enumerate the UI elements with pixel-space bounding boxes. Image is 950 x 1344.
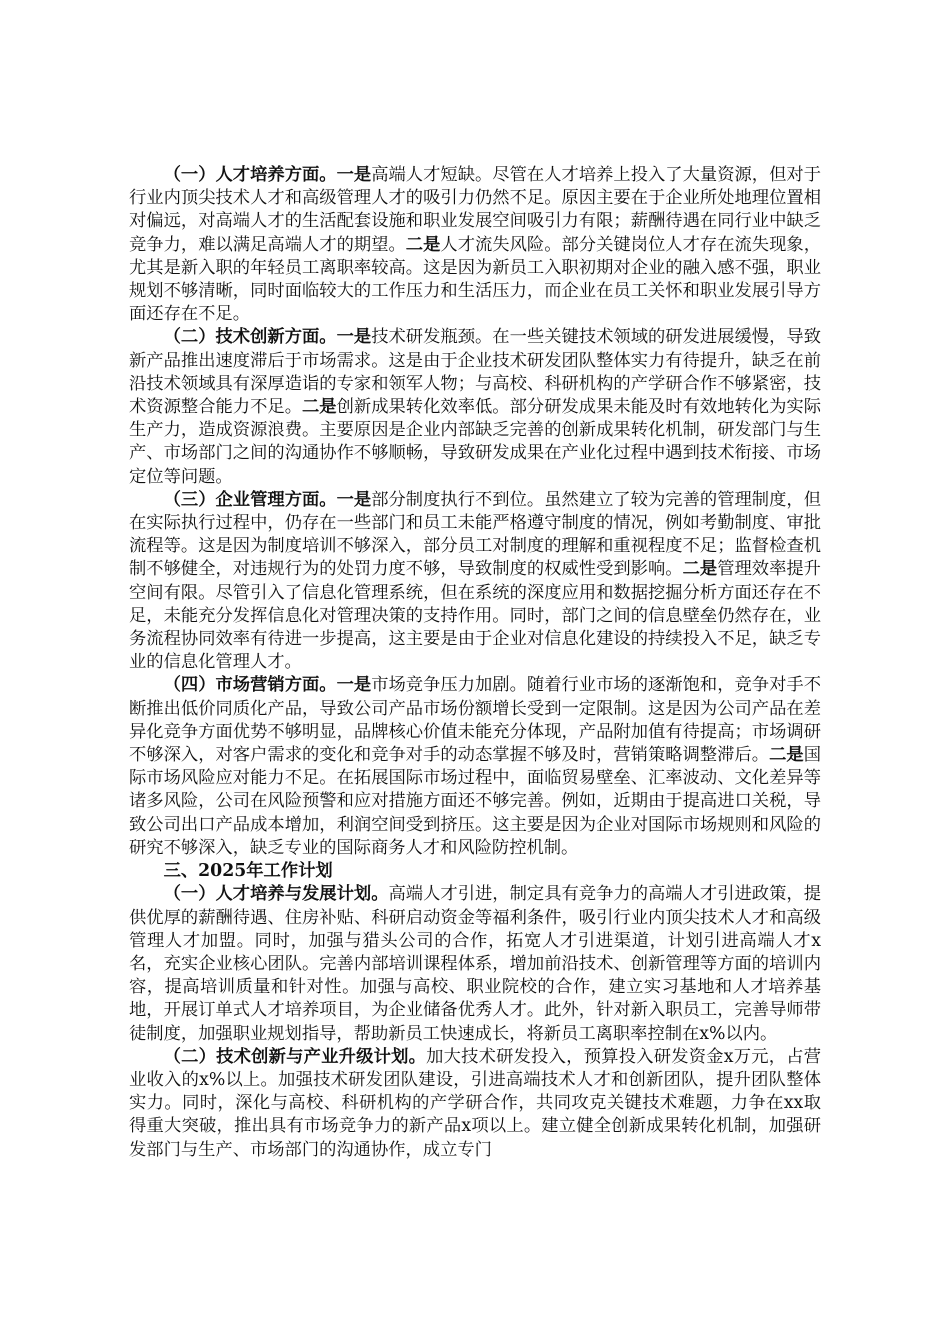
marker-second: 二是 xyxy=(405,234,441,255)
paragraph-talent xyxy=(129,164,821,326)
paragraph-management xyxy=(129,489,821,675)
heading-talent: （一）人才培养方面。 xyxy=(163,165,337,185)
text-talent-2: 人才流失风险。部分关键岗位人才存在流失现象，尤其是新入职的年轻员工离职率较高。这是因为新员工入职初期对企业的融入感不强，职业规划不够清晰，同时面临较大的工作压力和生活压力，而企业在员工关怀和职业发展引导方面还存在不足。 xyxy=(129,234,821,325)
paragraph-tech xyxy=(129,326,821,488)
heading-tech: （二）技术创新方面。 xyxy=(163,327,337,348)
marker-second: 二是 xyxy=(769,745,804,766)
marker-second: 二是 xyxy=(302,397,337,418)
heading-marketing: （四）市场营销方面。 xyxy=(163,675,337,696)
paragraph-marketing xyxy=(129,674,821,860)
marker-first: 一是 xyxy=(336,675,372,696)
heading-management: （三）企业管理方面。 xyxy=(163,489,337,510)
text-marketing-2: 国际市场风险应对能力不足。在拓展国际市场过程中，面临贸易壁垒、汇率波动、文化差异等诸多风险，公司在风险预警和应对措施方面还不够完善。例如，近期由于提高进口关税，导致公司出口产品成本增加，利润空间受到挤压。这主要是因为企业对国际市场规则和风险的研究不够深入，缺乏专业的国际商务人才和风险防控机制。 xyxy=(129,745,821,858)
text-marketing-1: 市场竞争压力加剧。随着行业市场的逐渐饱和，竞争对手不断推出低价同质化产品，导致公司产品市场份额增长受到一定限制。这是因为公司产品在差异化竞争方面优势不够明显，品牌核心价值未能充分体现，产品附加值有待提高；市场调研不够深入，对客户需求的变化和竞争对手的动态掌握不够及时，营销策略调整滞后。 xyxy=(129,675,821,766)
marker-first: 一是 xyxy=(336,327,372,348)
plan-tech-heading: （二）技术创新与产业升级计划。 xyxy=(163,1046,427,1067)
document-page xyxy=(129,164,821,1162)
plan-talent-heading: （一）人才培养与发展计划。 xyxy=(163,884,389,905)
section-title: 三、2025年工作计划 xyxy=(163,861,333,882)
text-tech-1: 技术研发瓶颈。在一些关键技术领域的研发进展缓慢，导致新产品推出速度滞后于市场需求。这是由于企业技术研发团队整体实力有待提升，缺乏在前沿技术领域具有深厚造诣的专家和领军人物；与高校、科研机构的产学研合作不够紧密，技术资源整合能力不足。 xyxy=(129,327,821,418)
plan-talent-text: 高端人才引进，制定具有竞争力的高端人才引进政策，提供优厚的薪酬待遇、住房补贴、科研启动资金等福利条件，吸引行业内顶尖技术人才和高级管理人才加盟。同时，加强与猎头公司的合作，拓宽人才引进渠道，计划引进高端人才x名，充实企业核心团队。完善内部培训课程体系，增加前沿技术、创新管理等方面的培训内容，提高培训质量和针对性。加强与高校、职业院校的合作，建立实习基地和人才培养基地，开展订单式人才培养项目，为企业储备优秀人才。此外，针对新入职员工，完善导师带徒制度，加强职业规划指导，帮助新员工快速成长，将新员工离职率控制在x%以内。 xyxy=(129,884,821,1044)
text-management-1: 部分制度执行不到位。虽然建立了较为完善的管理制度，但在实际执行过程中，仍存在一些部门和员工未能严格遵守制度的情况，例如考勤制度、审批流程等。这是因为制度培训不够深入，部分员工对制度的理解和重视程度不足；监督检查机制不够健全，对违规行为的处罚力度不够，导致制度的权威性受到影响。 xyxy=(129,489,821,580)
text-tech-2: 创新成果转化效率低。部分研发成果未能及时有效地转化为实际生产力，造成资源浪费。主要原因是企业内部缺乏完善的创新成果转化机制，研发部门与生产、市场部门之间的沟通协作不够顺畅，导致研发成果在产业化过程中遇到技术衔接、市场定位等问题。 xyxy=(129,397,821,487)
marker-second: 二是 xyxy=(682,559,718,580)
text-talent-1: 高端人才短缺。尽管在人才培养上投入了大量资源，但对于行业内顶尖技术人才和高级管理人才的吸引力仍然不足。原因主要在于企业所处地理位置相对偏远，对高端人才的生活配套设施和职业发展空间吸引力有限；薪酬待遇在同行业中缺乏竞争力，难以满足高端人才的期望。 xyxy=(129,165,821,255)
plan-tech-text: 加大技术研发投入，预算投入研发资金x万元，占营业收入的x%以上。加强技术研发团队建设，引进高端技术人才和创新团队，提升团队整体实力。同时，深化与高校、科研机构的产学研合作，共同攻克关键技术难题，力争在xx取得重大突破，推出具有市场竞争力的新产品x项以上。建立健全创新成果转化机制，加强研发部门与生产、市场部门的沟通协作，成立专门 xyxy=(129,1046,821,1160)
text-management-2: 管理效率提升空间有限。尽管引入了信息化管理系统，但在系统的深度应用和数据挖掘分析方面还存在不足，未能充分发挥信息化对管理决策的支持作用。同时，部门之间的信息壁垒仍然存在，业务流程协同效率有待进一步提高，这主要是由于企业对信息化建设的持续投入不足，缺乏专业的信息化管理人才。 xyxy=(129,559,821,673)
marker-first: 一是 xyxy=(336,489,372,510)
marker-first: 一是 xyxy=(336,165,372,185)
plan-tech xyxy=(129,1046,821,1162)
plan-talent xyxy=(129,883,821,1045)
